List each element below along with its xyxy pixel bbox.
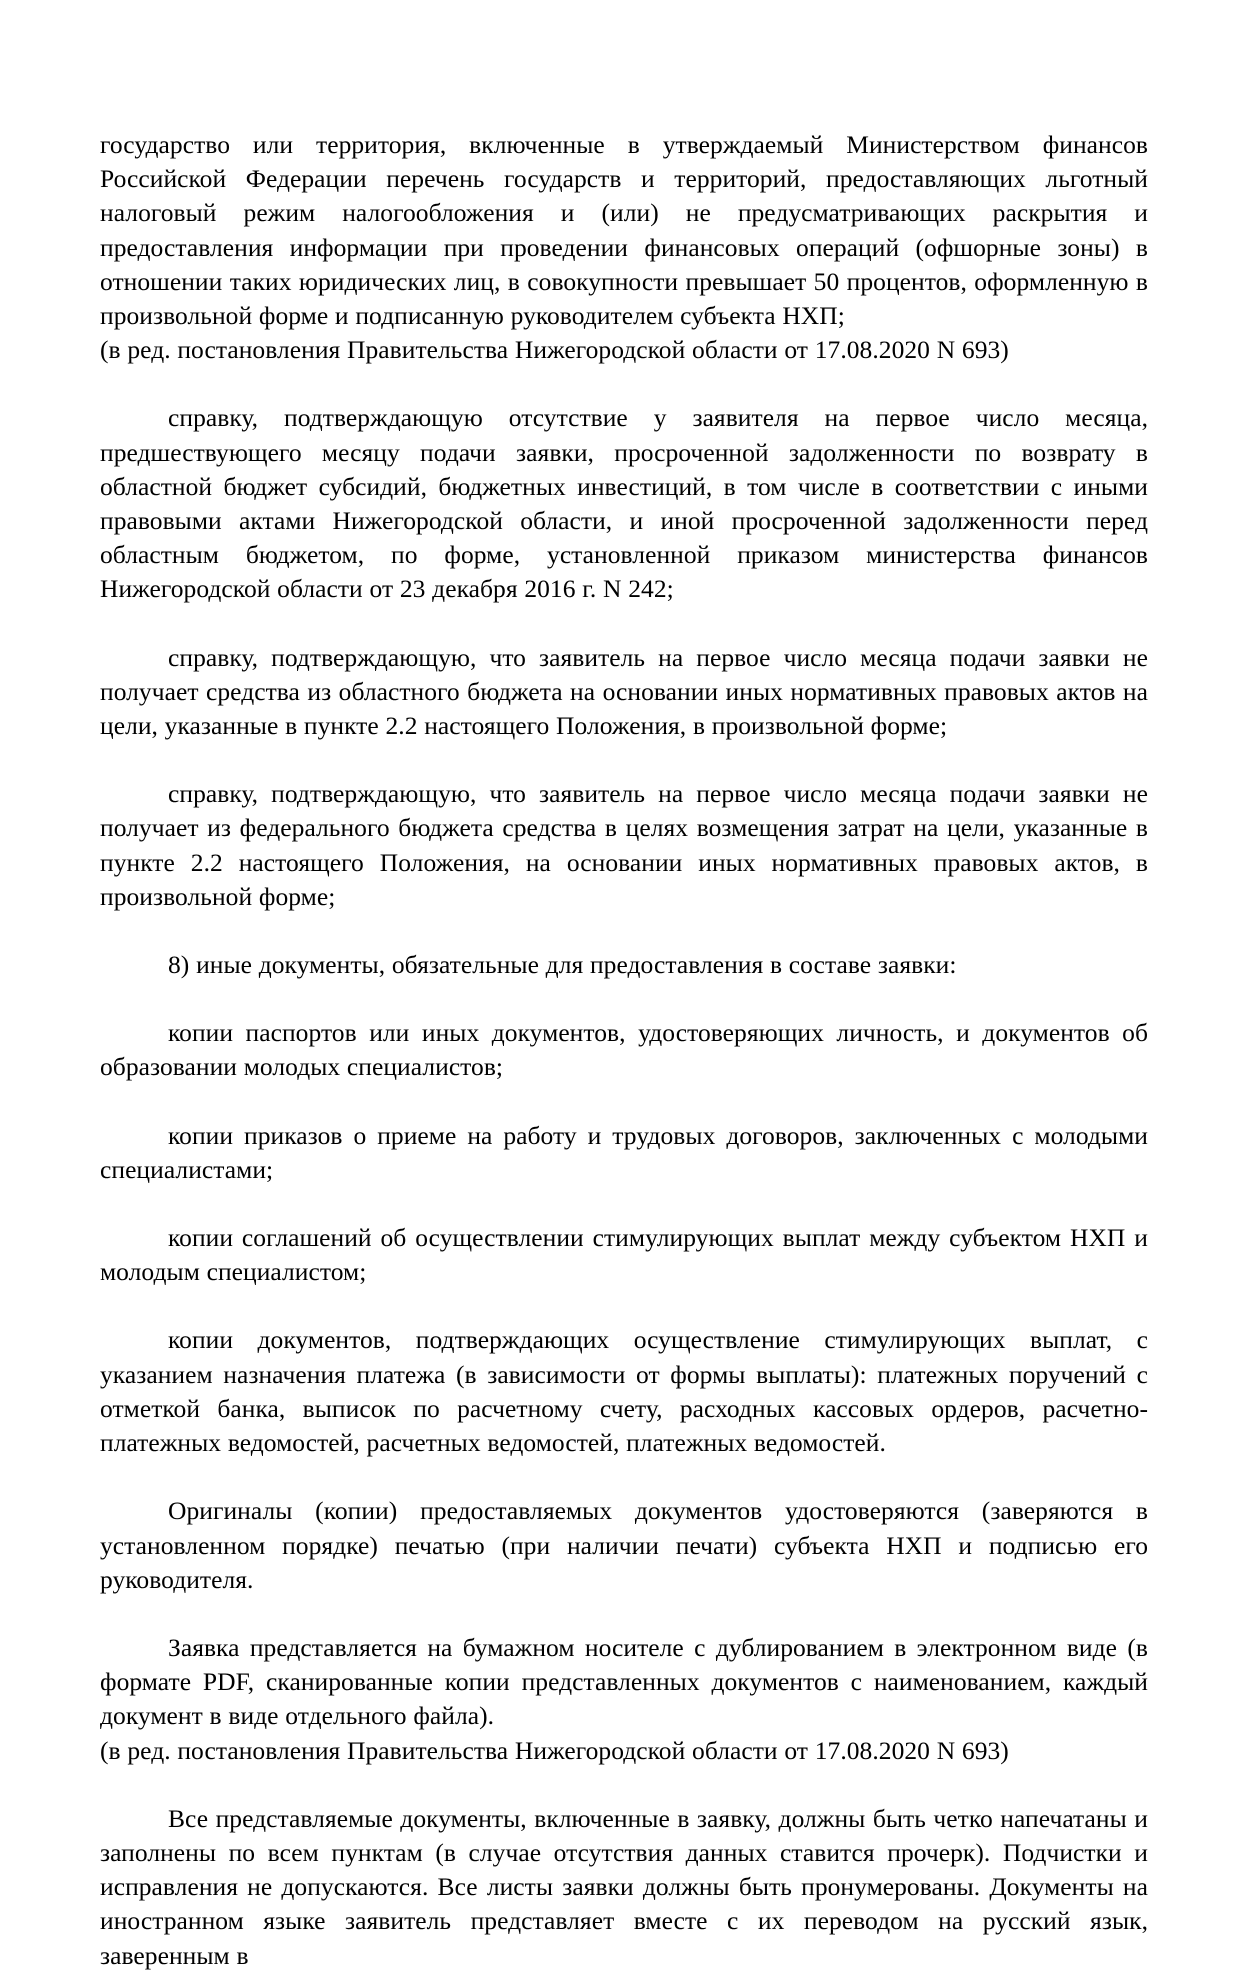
paragraph-certificate-no-federal-funds: справку, подтверждающую, что заявитель на первое число месяца подачи заявки не получает из федерального бюджета средства в целях возмещения затрат на цели, указанные в пункте 2.2 настоящего Положения, на основании иных нормативных правовых актов, в произвольной форме; xyxy=(100,779,1148,911)
paragraph-offshore-zones: государство или территория, включенные в утверждаемый Министерством финансов Российской Федерации перечень государств и территорий, предоставляющих льготный налоговый режим налогообложения и (или) не предусматривающих раскрытия и предоставления информации при проведении финансовых операций (офшорные зоны) в отношении таких юридических лиц, в совокупности превышает 50 процентов, оформленную в произвольной форме и подписанную руководителем субъекта НХП; xyxy=(100,130,1148,331)
citation-amendment-693-second: (в ред. постановления Правительства Нижегородской области от 17.08.2020 N 693) xyxy=(100,1735,1009,1765)
paragraph-copies-employment-orders: копии приказов о приеме на работу и трудовых договоров, заключенных с молодыми специалистами; xyxy=(100,1120,1148,1184)
paragraph-all-documents-requirements: Все представляемые документы, включенные в заявку, должны быть четко напечатаны и заполнены по всем пунктам (в случае отсутствия данных ставится прочерк). Подчистки и исправления не допускаются. Все листы заявки должны быть пронумерованы. Документы на иностранном языке заявитель представляет вместе с их переводом на русский язык, заверенным в xyxy=(100,1803,1148,1970)
paragraph-certificate-no-regional-funds: справку, подтверждающую, что заявитель на первое число месяца подачи заявки не получает средства из областного бюджета на основании иных нормативных правовых актов на цели, указанные в пункте 2.2 настоящего Положения, в произвольной форме; xyxy=(100,642,1148,741)
paragraph-certificate-no-overdue-debt: справку, подтверждающую отсутствие у заявителя на первое число месяца, предшествующего месяцу подачи заявки, просроченной задолженности по возврату в областной бюджет субсидий, бюджетных инвестиций, в том числе в соответствии с иными правовыми актами Нижегородской области, и иной просроченной задолженности перед областным бюджетом, по форме, установленной приказом министерства финансов Нижегородской области от 23 декабря 2016 г. N 242; xyxy=(100,403,1148,604)
paragraph-copies-payment-documents: копии документов, подтверждающих осуществление стимулирующих выплат, с указанием назначения платежа (в зависимости от формы выплаты): платежных поручений с отметкой банка, выписок по расчетному счету, расходных кассовых ордеров, расчетно-платежных ведомостей, расчетных ведомостей, платежных ведомостей. xyxy=(100,1325,1148,1458)
paragraph-item-8-other-documents: 8) иные документы, обязательные для предоставления в составе заявки: xyxy=(168,950,957,980)
paragraph-copies-passports: копии паспортов или иных документов, удостоверяющих личность, и документов об образовании молодых специалистов; xyxy=(100,1018,1148,1082)
paragraph-copies-agreements: копии соглашений об осуществлении стимулирующих выплат между субъектом НХП и молодым специалистом; xyxy=(100,1223,1148,1287)
document-body xyxy=(100,128,1148,1973)
citation-amendment-693-first: (в ред. постановления Правительства Нижегородской области от 17.08.2020 N 693) xyxy=(100,335,1009,365)
paragraph-originals-certification: Оригиналы (копии) предоставляемых документов удостоверяются (заверяются в установленном порядке) печатью (при наличии печати) субъекта НХП и подписью его руководителя. xyxy=(100,1496,1148,1594)
paragraph-application-paper-and-pdf: Заявка представляется на бумажном носителе с дублированием в электронном виде (в формате PDF, сканированные копии представленных документов с наименованием, каждый документ в виде отдельного файла). xyxy=(100,1632,1148,1731)
